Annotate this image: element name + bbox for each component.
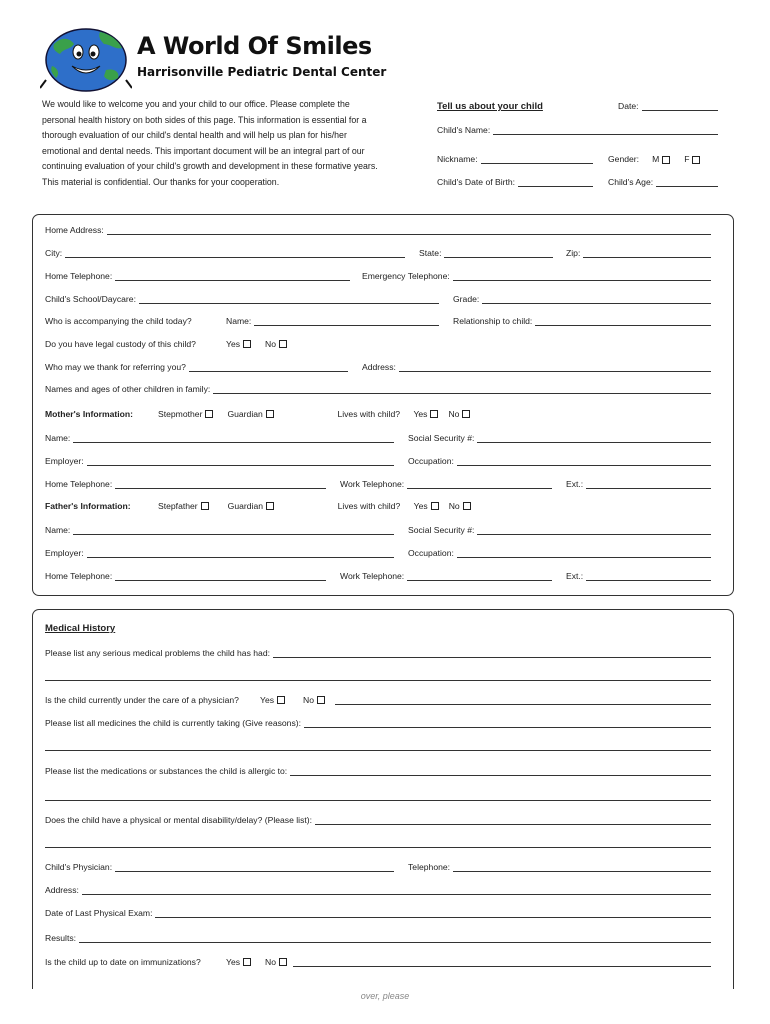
gender-label: Gender:	[608, 154, 640, 164]
age-label: Child's Age:	[608, 177, 654, 187]
results-label: Results:	[45, 933, 77, 943]
emergency-telephone-field[interactable]	[362, 271, 713, 281]
immunizations-no-label: No	[265, 957, 277, 967]
father-ext-field[interactable]	[566, 571, 713, 581]
father-home-telephone-label: Home Telephone:	[45, 571, 113, 581]
accompanying-name-line[interactable]	[254, 317, 439, 326]
home-address-line[interactable]	[107, 226, 711, 235]
physician-care-no-label: No	[303, 695, 315, 705]
school-field[interactable]	[45, 294, 441, 304]
last-exam-line[interactable]	[155, 909, 711, 918]
siblings-field[interactable]	[45, 384, 713, 394]
father-work-telephone-label: Work Telephone:	[340, 571, 405, 581]
mother-lives-yes-label: Yes	[413, 409, 428, 419]
father-lives-no-label: No	[448, 501, 460, 511]
zip-line[interactable]	[583, 249, 711, 258]
medical-history-heading: Medical History	[45, 623, 116, 634]
state-label: State:	[419, 248, 442, 258]
siblings-line[interactable]	[213, 385, 711, 394]
nickname-label: Nickname:	[437, 154, 478, 164]
custody-yes-checkbox[interactable]	[243, 340, 251, 348]
medicines-label: Please list all medicines the child is currently taking (Give reasons):	[45, 718, 302, 728]
disability-label: Does the child have a physical or mental disability/delay? (Please list):	[45, 815, 313, 825]
medical-problems-field[interactable]	[45, 648, 713, 658]
father-heading: Father's Information:	[45, 501, 131, 511]
city-line[interactable]	[65, 249, 405, 258]
state-field[interactable]	[419, 248, 555, 258]
allergies-line[interactable]	[290, 767, 711, 776]
gender-field	[608, 154, 700, 164]
gender-female-checkbox[interactable]	[692, 156, 700, 164]
father-occupation-label: Occupation:	[408, 548, 454, 558]
last-exam-label: Date of Last Physical Exam:	[45, 908, 153, 918]
medicines-line[interactable]	[304, 719, 711, 728]
child-name-label: Child's Name:	[437, 125, 491, 135]
results-field[interactable]	[45, 933, 713, 943]
father-ssn-line[interactable]	[477, 526, 711, 535]
gender-male-checkbox[interactable]	[662, 156, 670, 164]
age-field[interactable]	[608, 177, 720, 187]
father-work-telephone-line[interactable]	[407, 572, 552, 581]
father-name-label: Name:	[45, 525, 71, 535]
father-guardian-label: Guardian	[227, 501, 264, 511]
home-telephone-field[interactable]	[45, 271, 352, 281]
relationship-label: Relationship to child:	[453, 316, 533, 326]
zip-label: Zip:	[566, 248, 581, 258]
gender-female-label: F	[684, 154, 690, 164]
mother-ssn-field[interactable]	[408, 433, 713, 443]
gender-male-label: M	[652, 154, 660, 164]
mother-occupation-line[interactable]	[457, 457, 711, 466]
mother-ext-line[interactable]	[586, 480, 711, 489]
custody-question	[45, 339, 301, 349]
home-telephone-line[interactable]	[115, 272, 350, 281]
immunizations-yes-label: Yes	[226, 957, 241, 967]
custody-no-checkbox[interactable]	[279, 340, 287, 348]
father-header-row	[45, 501, 471, 511]
immunizations-no-checkbox[interactable]	[279, 958, 287, 966]
immunizations-yes-checkbox[interactable]	[243, 958, 251, 966]
grade-label: Grade:	[453, 294, 480, 304]
father-lives-yes-checkbox[interactable]	[431, 502, 439, 510]
grade-line[interactable]	[482, 295, 711, 304]
blank-line[interactable]	[45, 792, 711, 801]
father-occupation-line[interactable]	[457, 549, 711, 558]
mother-ext-field[interactable]	[566, 479, 713, 489]
blank-line[interactable]	[45, 839, 711, 848]
dob-line[interactable]	[518, 178, 593, 187]
physician-telephone-field[interactable]	[408, 862, 713, 872]
referral-address-field[interactable]	[362, 362, 713, 372]
child-physician-line[interactable]	[115, 863, 394, 872]
mother-work-telephone-line[interactable]	[407, 480, 552, 489]
stepfather-label: Stepfather	[158, 501, 198, 511]
mother-work-telephone-label: Work Telephone:	[340, 479, 405, 489]
father-ext-line[interactable]	[586, 572, 711, 581]
nickname-line[interactable]	[481, 155, 593, 164]
welcome-paragraph: We would like to welcome you and your child to our office. Please complete the personal health history on both sides of this page. This information is essential for a thorough evaluation of our child's dental health and will help us plan for his/her emotional and dental needs. This important document will be an integral part of our continuing evaluation of your child's growth and development in these formative years. This material is confidential. Our thanks for your cooperation.	[42, 99, 378, 187]
child-name-field[interactable]	[437, 125, 720, 135]
physician-address-label: Address:	[45, 885, 79, 895]
custody-no-label: No	[265, 339, 277, 349]
home-address-field[interactable]	[45, 225, 713, 235]
physician-care-no-checkbox[interactable]	[317, 696, 325, 704]
accompanying-name-field[interactable]	[226, 316, 441, 326]
mother-name-label: Name:	[45, 433, 71, 443]
father-ext-label: Ext.:	[566, 571, 584, 581]
father-lives-yes-label: Yes	[413, 501, 428, 511]
stepfather-checkbox[interactable]	[201, 502, 209, 510]
stepmother-checkbox[interactable]	[205, 410, 213, 418]
father-name-field[interactable]	[45, 525, 396, 535]
smiling-earth-logo	[40, 22, 132, 94]
child-name-line[interactable]	[493, 126, 718, 135]
immunizations-row	[45, 957, 713, 967]
father-employer-label: Employer:	[45, 548, 84, 558]
dob-label: Child's Date of Birth:	[437, 177, 516, 187]
dob-field[interactable]	[437, 177, 595, 187]
zip-field[interactable]	[566, 248, 713, 258]
physician-care-label: Is the child currently under the care of a physician?	[45, 695, 239, 705]
home-telephone-label: Home Telephone:	[45, 271, 113, 281]
blank-line[interactable]	[45, 742, 711, 751]
mother-occupation-label: Occupation:	[408, 456, 454, 466]
mother-home-telephone-field[interactable]	[45, 479, 328, 489]
medical-problems-line-2[interactable]	[45, 672, 713, 681]
physician-telephone-label: Telephone:	[408, 862, 451, 872]
mother-home-telephone-line[interactable]	[115, 480, 326, 489]
state-line[interactable]	[444, 249, 553, 258]
siblings-label: Names and ages of other children in family:	[45, 384, 211, 394]
mother-ext-label: Ext.:	[566, 479, 584, 489]
grade-field[interactable]	[453, 294, 713, 304]
emergency-telephone-label: Emergency Telephone:	[362, 271, 450, 281]
disability-line-2[interactable]	[45, 839, 713, 848]
mother-name-field[interactable]	[45, 433, 396, 443]
custody-label: Do you have legal custody of this child?	[45, 339, 196, 349]
father-employer-line[interactable]	[87, 549, 394, 558]
mother-guardian-label: Guardian	[227, 409, 263, 419]
emergency-telephone-line[interactable]	[453, 272, 711, 281]
mother-employer-label: Employer:	[45, 456, 84, 466]
mother-guardian-checkbox[interactable]	[266, 410, 274, 418]
page-subtitle: Harrisonville Pediatric Dental Center	[137, 65, 387, 79]
father-name-line[interactable]	[73, 526, 394, 535]
school-line[interactable]	[139, 295, 439, 304]
allergies-line-2[interactable]	[45, 792, 713, 801]
father-work-telephone-field[interactable]	[340, 571, 554, 581]
father-occupation-field[interactable]	[408, 548, 713, 558]
child-physician-field[interactable]	[45, 862, 396, 872]
over-please-note: over, please	[360, 991, 410, 1001]
mother-ssn-label: Social Security #:	[408, 433, 475, 443]
father-ssn-label: Social Security #:	[408, 525, 475, 535]
mother-lives-yes-checkbox[interactable]	[430, 410, 438, 418]
mother-ssn-line[interactable]	[477, 434, 711, 443]
immunizations-label: Is the child up to date on immunizations?	[45, 957, 201, 967]
medicines-field[interactable]	[45, 718, 713, 728]
mother-header-row	[45, 409, 470, 419]
physician-address-field[interactable]	[45, 885, 713, 895]
last-exam-field[interactable]	[45, 908, 713, 918]
nickname-field[interactable]	[437, 154, 595, 164]
child-physician-label: Child's Physician:	[45, 862, 113, 872]
mother-lives-no-checkbox[interactable]	[462, 410, 470, 418]
father-employer-field[interactable]	[45, 548, 396, 558]
medical-problems-label: Please list any serious medical problems the child has had:	[45, 648, 270, 658]
allergies-field[interactable]	[45, 766, 713, 776]
medicines-line-2[interactable]	[45, 742, 713, 751]
physician-telephone-line[interactable]	[453, 863, 711, 872]
home-address-label: Home Address:	[45, 225, 104, 235]
city-field[interactable]	[45, 248, 407, 258]
immunizations-line[interactable]	[293, 958, 711, 967]
results-line[interactable]	[79, 934, 711, 943]
custody-yes-label: Yes	[226, 339, 241, 349]
referral-field[interactable]	[45, 362, 350, 372]
mother-home-telephone-label: Home Telephone:	[45, 479, 113, 489]
physician-care-yes-checkbox[interactable]	[277, 696, 285, 704]
date-field[interactable]	[618, 101, 720, 111]
physician-care-yes-label: Yes	[260, 695, 275, 705]
child-section-heading: Tell us about your child	[437, 101, 543, 112]
referral-address-line[interactable]	[399, 363, 711, 372]
father-ssn-field[interactable]	[408, 525, 713, 535]
date-label: Date:	[618, 101, 639, 111]
accompanying-name-label: Name:	[226, 316, 252, 326]
physician-address-line[interactable]	[82, 886, 711, 895]
city-label: City:	[45, 248, 63, 258]
father-lives-no-checkbox[interactable]	[463, 502, 471, 510]
page-title: A World Of Smiles	[137, 32, 372, 60]
disability-field[interactable]	[45, 815, 713, 825]
physician-care-line[interactable]	[335, 696, 711, 705]
referral-address-label: Address:	[362, 362, 396, 372]
physician-care-row	[45, 695, 713, 705]
relationship-field[interactable]	[453, 316, 713, 326]
mother-lives-no-label: No	[448, 409, 460, 419]
mother-employer-line[interactable]	[87, 457, 394, 466]
disability-line[interactable]	[315, 816, 711, 825]
mother-name-line[interactable]	[73, 434, 394, 443]
mother-work-telephone-field[interactable]	[340, 479, 554, 489]
mother-employer-field[interactable]	[45, 456, 396, 466]
relationship-line[interactable]	[535, 317, 711, 326]
referral-line[interactable]	[189, 363, 348, 372]
school-label: Child's School/Daycare:	[45, 294, 136, 304]
date-line[interactable]	[642, 102, 718, 111]
allergies-label: Please list the medications or substances the child is allergic to:	[45, 766, 288, 776]
mother-lives-label: Lives with child?	[337, 409, 401, 419]
father-home-telephone-field[interactable]	[45, 571, 328, 581]
father-home-telephone-line[interactable]	[115, 572, 326, 581]
mother-heading: Mother's Information:	[45, 409, 133, 419]
age-line[interactable]	[656, 178, 718, 187]
blank-line[interactable]	[45, 672, 711, 681]
accompanying-question	[45, 316, 192, 326]
father-lives-label: Lives with child?	[337, 501, 401, 511]
stepmother-label: Stepmother	[158, 409, 203, 419]
mother-occupation-field[interactable]	[408, 456, 713, 466]
medical-problems-line[interactable]	[273, 649, 711, 658]
referral-label: Who may we thank for referring you?	[45, 362, 186, 372]
father-guardian-checkbox[interactable]	[266, 502, 274, 510]
accompanying-label: Who is accompanying the child today?	[45, 316, 192, 326]
